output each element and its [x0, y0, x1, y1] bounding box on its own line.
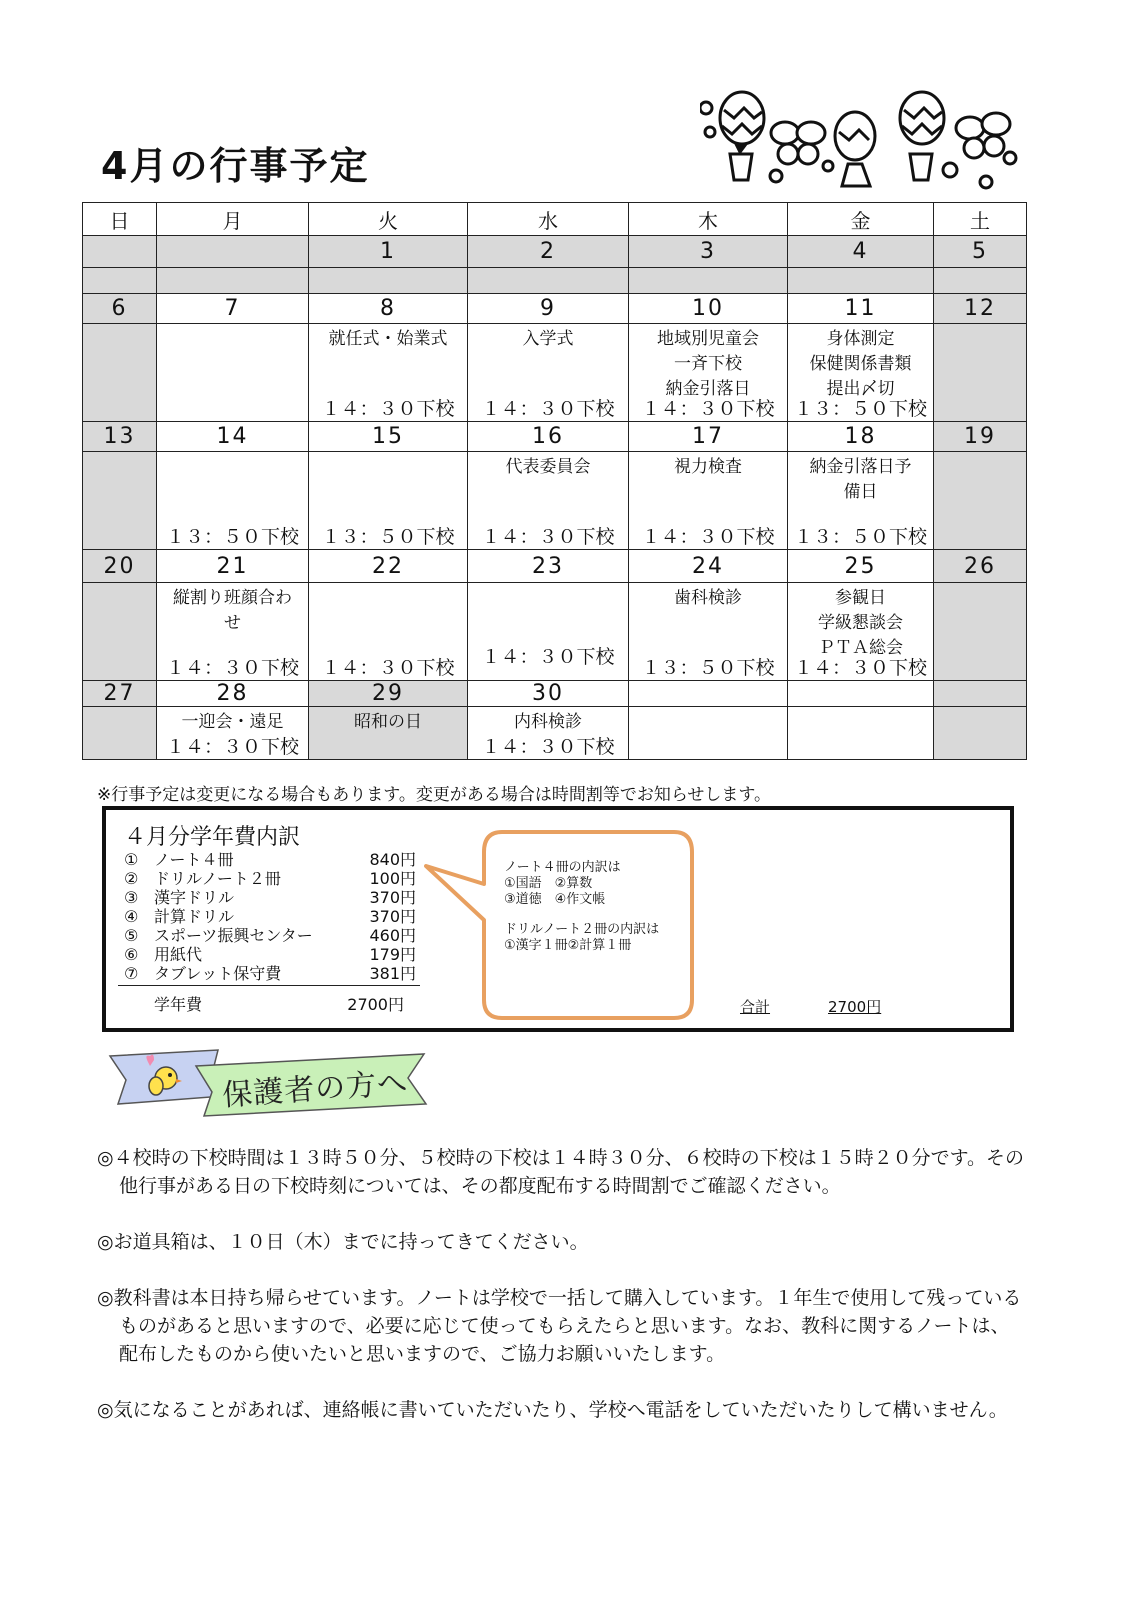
fee-item	[124, 869, 416, 888]
bubble-note-notebooks: ノート４冊の内訳は ①国語 ②算数 ③道徳 ④作文帳	[504, 860, 621, 907]
date-cell: 7	[157, 294, 309, 324]
event-text: 内科検診	[514, 712, 582, 732]
dismissal-time: １４：３０下校	[165, 736, 299, 758]
bubble-note-drill: ドリルノート２冊の内訳は ①漢字１冊②計算１冊	[504, 922, 660, 953]
dismissal-time: １４：３０下校	[641, 526, 775, 548]
fee-item-mark: ④	[124, 907, 139, 926]
date-cell: 14	[157, 422, 309, 452]
fee-item-name: スポーツ振興センター	[154, 926, 313, 945]
date-cell: 30	[468, 681, 629, 707]
event-text: 視力検査	[674, 457, 742, 477]
date-row	[83, 236, 1027, 268]
fee-item-mark: ③	[124, 888, 139, 907]
fee-item-amount: 840円	[369, 850, 416, 869]
date-cell: 25	[788, 550, 934, 583]
fee-item	[124, 964, 416, 983]
dismissal-time: １４：３０下校	[481, 736, 615, 758]
date-cell: 11	[788, 294, 934, 324]
date-cell: 21	[157, 550, 309, 583]
schedule-note: ※行事予定は変更になる場合もあります。変更がある場合は時間割等でお知らせします。	[97, 785, 772, 805]
dismissal-time: １４：３０下校	[165, 657, 299, 679]
fee-item-mark: ①	[124, 850, 139, 869]
balloon-icon	[835, 112, 875, 186]
notice-paragraph: ◎教科書は本日持ち帰らせています。ノートは学校で一括して購入しています。１年生で使用して残っているものがあると思いますので、必要に応じて使ってもらえたらと思います。なお、教科に関するノートは、配布したものから使いたいと思いますので、ご協力お願いいたします。	[97, 1287, 1022, 1365]
fee-item	[124, 850, 416, 869]
event-cell	[309, 707, 468, 760]
fee-item-amount: 100円	[369, 869, 416, 888]
event-text: 身体測定 保健関係書類 提出〆切	[809, 329, 912, 399]
event-row	[83, 707, 1027, 760]
balloon-decoration	[700, 88, 1040, 200]
date-cell: 6	[83, 294, 157, 324]
date-cell: 16	[468, 422, 629, 452]
event-cell	[309, 324, 468, 422]
date-cell	[629, 681, 788, 707]
weekday-header: 月	[157, 203, 309, 236]
dismissal-time: １４：３０下校	[793, 657, 927, 679]
event-text: 入学式	[522, 329, 574, 349]
event-row	[83, 324, 1027, 422]
fee-item-mark: ⑥	[124, 945, 139, 964]
dismissal-time: １４：３０下校	[641, 398, 775, 420]
dismissal-time: １４：３０下校	[481, 526, 615, 548]
event-row	[83, 268, 1027, 294]
date-cell: 20	[83, 550, 157, 583]
date-cell: 28	[157, 681, 309, 707]
event-cell	[788, 324, 934, 422]
date-cell: 29	[309, 681, 468, 707]
fee-item-mark: ⑦	[124, 964, 139, 983]
date-cell: 5	[934, 236, 1027, 268]
event-text: 歯科検診	[674, 588, 742, 608]
weekday-header: 金	[788, 203, 934, 236]
balloon-icon	[900, 92, 944, 180]
event-text: 就任式・始業式	[328, 329, 448, 349]
event-text: 縦割り班顔合わ せ	[173, 588, 292, 633]
event-cell	[157, 583, 309, 681]
weekday-header: 木	[629, 203, 788, 236]
event-cell	[157, 707, 309, 760]
fee-item-amount: 179円	[369, 945, 416, 964]
date-cell: 13	[83, 422, 157, 452]
date-cell	[157, 236, 309, 268]
event-cell	[629, 583, 788, 681]
fee-subtotal	[154, 992, 404, 1015]
grand-total-label: 合計	[740, 998, 771, 1016]
event-cell	[468, 452, 629, 550]
event-cell	[788, 452, 934, 550]
date-cell	[788, 681, 934, 707]
fee-item-name: 漢字ドリル	[154, 888, 235, 907]
event-cell	[629, 452, 788, 550]
fee-item	[124, 888, 416, 907]
date-cell: 23	[468, 550, 629, 583]
date-cell: 24	[629, 550, 788, 583]
fee-item-mark: ②	[124, 869, 139, 888]
balloon-icon	[720, 92, 764, 180]
fee-item	[124, 926, 416, 945]
butterfly-icon	[956, 113, 1010, 158]
event-text: 一迎会・遠足	[181, 712, 284, 732]
dismissal-time: １３：５０下校	[793, 526, 927, 548]
event-text: 代表委員会	[505, 457, 591, 477]
date-row	[83, 294, 1027, 324]
date-cell: 2	[468, 236, 629, 268]
fee-heading: ４月分学年費内訳	[124, 825, 301, 850]
fee-item-list	[124, 850, 416, 983]
dismissal-time: １３：５０下校	[793, 398, 927, 420]
notices-section	[97, 1144, 1027, 1452]
event-row	[83, 452, 1027, 550]
dismissal-time: １４：３０下校	[481, 398, 615, 420]
date-cell: 27	[83, 681, 157, 707]
event-cell	[309, 583, 468, 681]
fee-item-amount: 381円	[369, 964, 416, 983]
weekday-header-row	[83, 203, 1027, 236]
subtotal-label: 学年費	[154, 995, 203, 1014]
butterfly-icon	[771, 122, 825, 164]
date-cell: 3	[629, 236, 788, 268]
fee-item-amount: 370円	[369, 907, 416, 926]
date-cell: 17	[629, 422, 788, 452]
date-cell: 4	[788, 236, 934, 268]
fee-item	[124, 945, 416, 964]
notice-paragraph: ◎気になることがあれば、連絡帳に書いていただいたり、学校へ電話をしていただいたりして構いません。	[97, 1399, 1008, 1421]
banner-label: 保護者の方へ	[221, 1065, 410, 1114]
event-text: 参観日 学級懇談会 ＰＴＡ総会	[818, 588, 903, 658]
grand-total-amount: 2700円	[828, 998, 882, 1016]
fee-item	[124, 907, 416, 926]
date-cell	[83, 236, 157, 268]
fee-item-name: 用紙代	[154, 945, 203, 964]
dismissal-time: １３：５０下校	[641, 657, 775, 679]
event-cell	[157, 452, 309, 550]
fee-item-name: ドリルノート２冊	[154, 869, 281, 888]
fee-divider	[118, 985, 420, 986]
weekday-header: 火	[309, 203, 468, 236]
grand-total	[740, 996, 881, 1017]
date-row	[83, 550, 1027, 583]
date-cell: 15	[309, 422, 468, 452]
event-cell	[629, 324, 788, 422]
fee-item-amount: 370円	[369, 888, 416, 907]
event-text: 地域別児童会 一斉下校 納金引落日	[657, 329, 759, 399]
notice-paragraph: ◎４校時の下校時間は１３時５０分、５校時の下校は１４時３０分、６校時の下校は１５時２０分です。その他行事がある日の下校時刻については、その都度配布する時間割でご確認ください。	[97, 1147, 1025, 1197]
event-calendar	[82, 202, 1027, 760]
fee-item-mark: ⑤	[124, 926, 139, 945]
dismissal-time: １４：３０下校	[321, 657, 455, 679]
fee-item-name: タブレット保守費	[154, 964, 282, 983]
date-cell: 8	[309, 294, 468, 324]
date-row	[83, 681, 1027, 707]
dismissal-time: １３：５０下校	[321, 526, 455, 548]
date-cell	[934, 681, 1027, 707]
fee-item-name: 計算ドリル	[154, 907, 235, 926]
event-row	[83, 583, 1027, 681]
event-text: 納金引落日予 備日	[809, 457, 912, 502]
date-cell: 9	[468, 294, 629, 324]
date-cell: 18	[788, 422, 934, 452]
date-cell: 22	[309, 550, 468, 583]
event-text: 昭和の日	[354, 712, 422, 732]
fee-item-amount: 460円	[369, 926, 416, 945]
dismissal-time: １３：５０下校	[165, 526, 299, 548]
date-cell: 10	[629, 294, 788, 324]
date-cell: 26	[934, 550, 1027, 583]
event-cell	[468, 583, 629, 681]
weekday-header: 日	[83, 203, 157, 236]
weekday-header: 土	[934, 203, 1027, 236]
notice-paragraph: ◎お道具箱は、１０日（木）までに持ってきてください。	[97, 1231, 589, 1253]
dismissal-time: １４：３０下校	[481, 646, 615, 668]
weekday-header: 水	[468, 203, 629, 236]
fee-item-name: ノート４冊	[154, 850, 234, 869]
dismissal-time: １４：３０下校	[321, 398, 455, 420]
fee-breakdown-box	[102, 806, 1014, 1032]
date-cell: 1	[309, 236, 468, 268]
subtotal-amount: 2700円	[347, 995, 404, 1014]
event-cell	[788, 583, 934, 681]
event-cell	[468, 324, 629, 422]
date-cell: 19	[934, 422, 1027, 452]
date-cell: 12	[934, 294, 1027, 324]
event-cell	[309, 452, 468, 550]
event-cell	[468, 707, 629, 760]
bubble-text	[504, 860, 674, 968]
page-title: 4月の行事予定	[101, 144, 370, 188]
date-row	[83, 422, 1027, 452]
